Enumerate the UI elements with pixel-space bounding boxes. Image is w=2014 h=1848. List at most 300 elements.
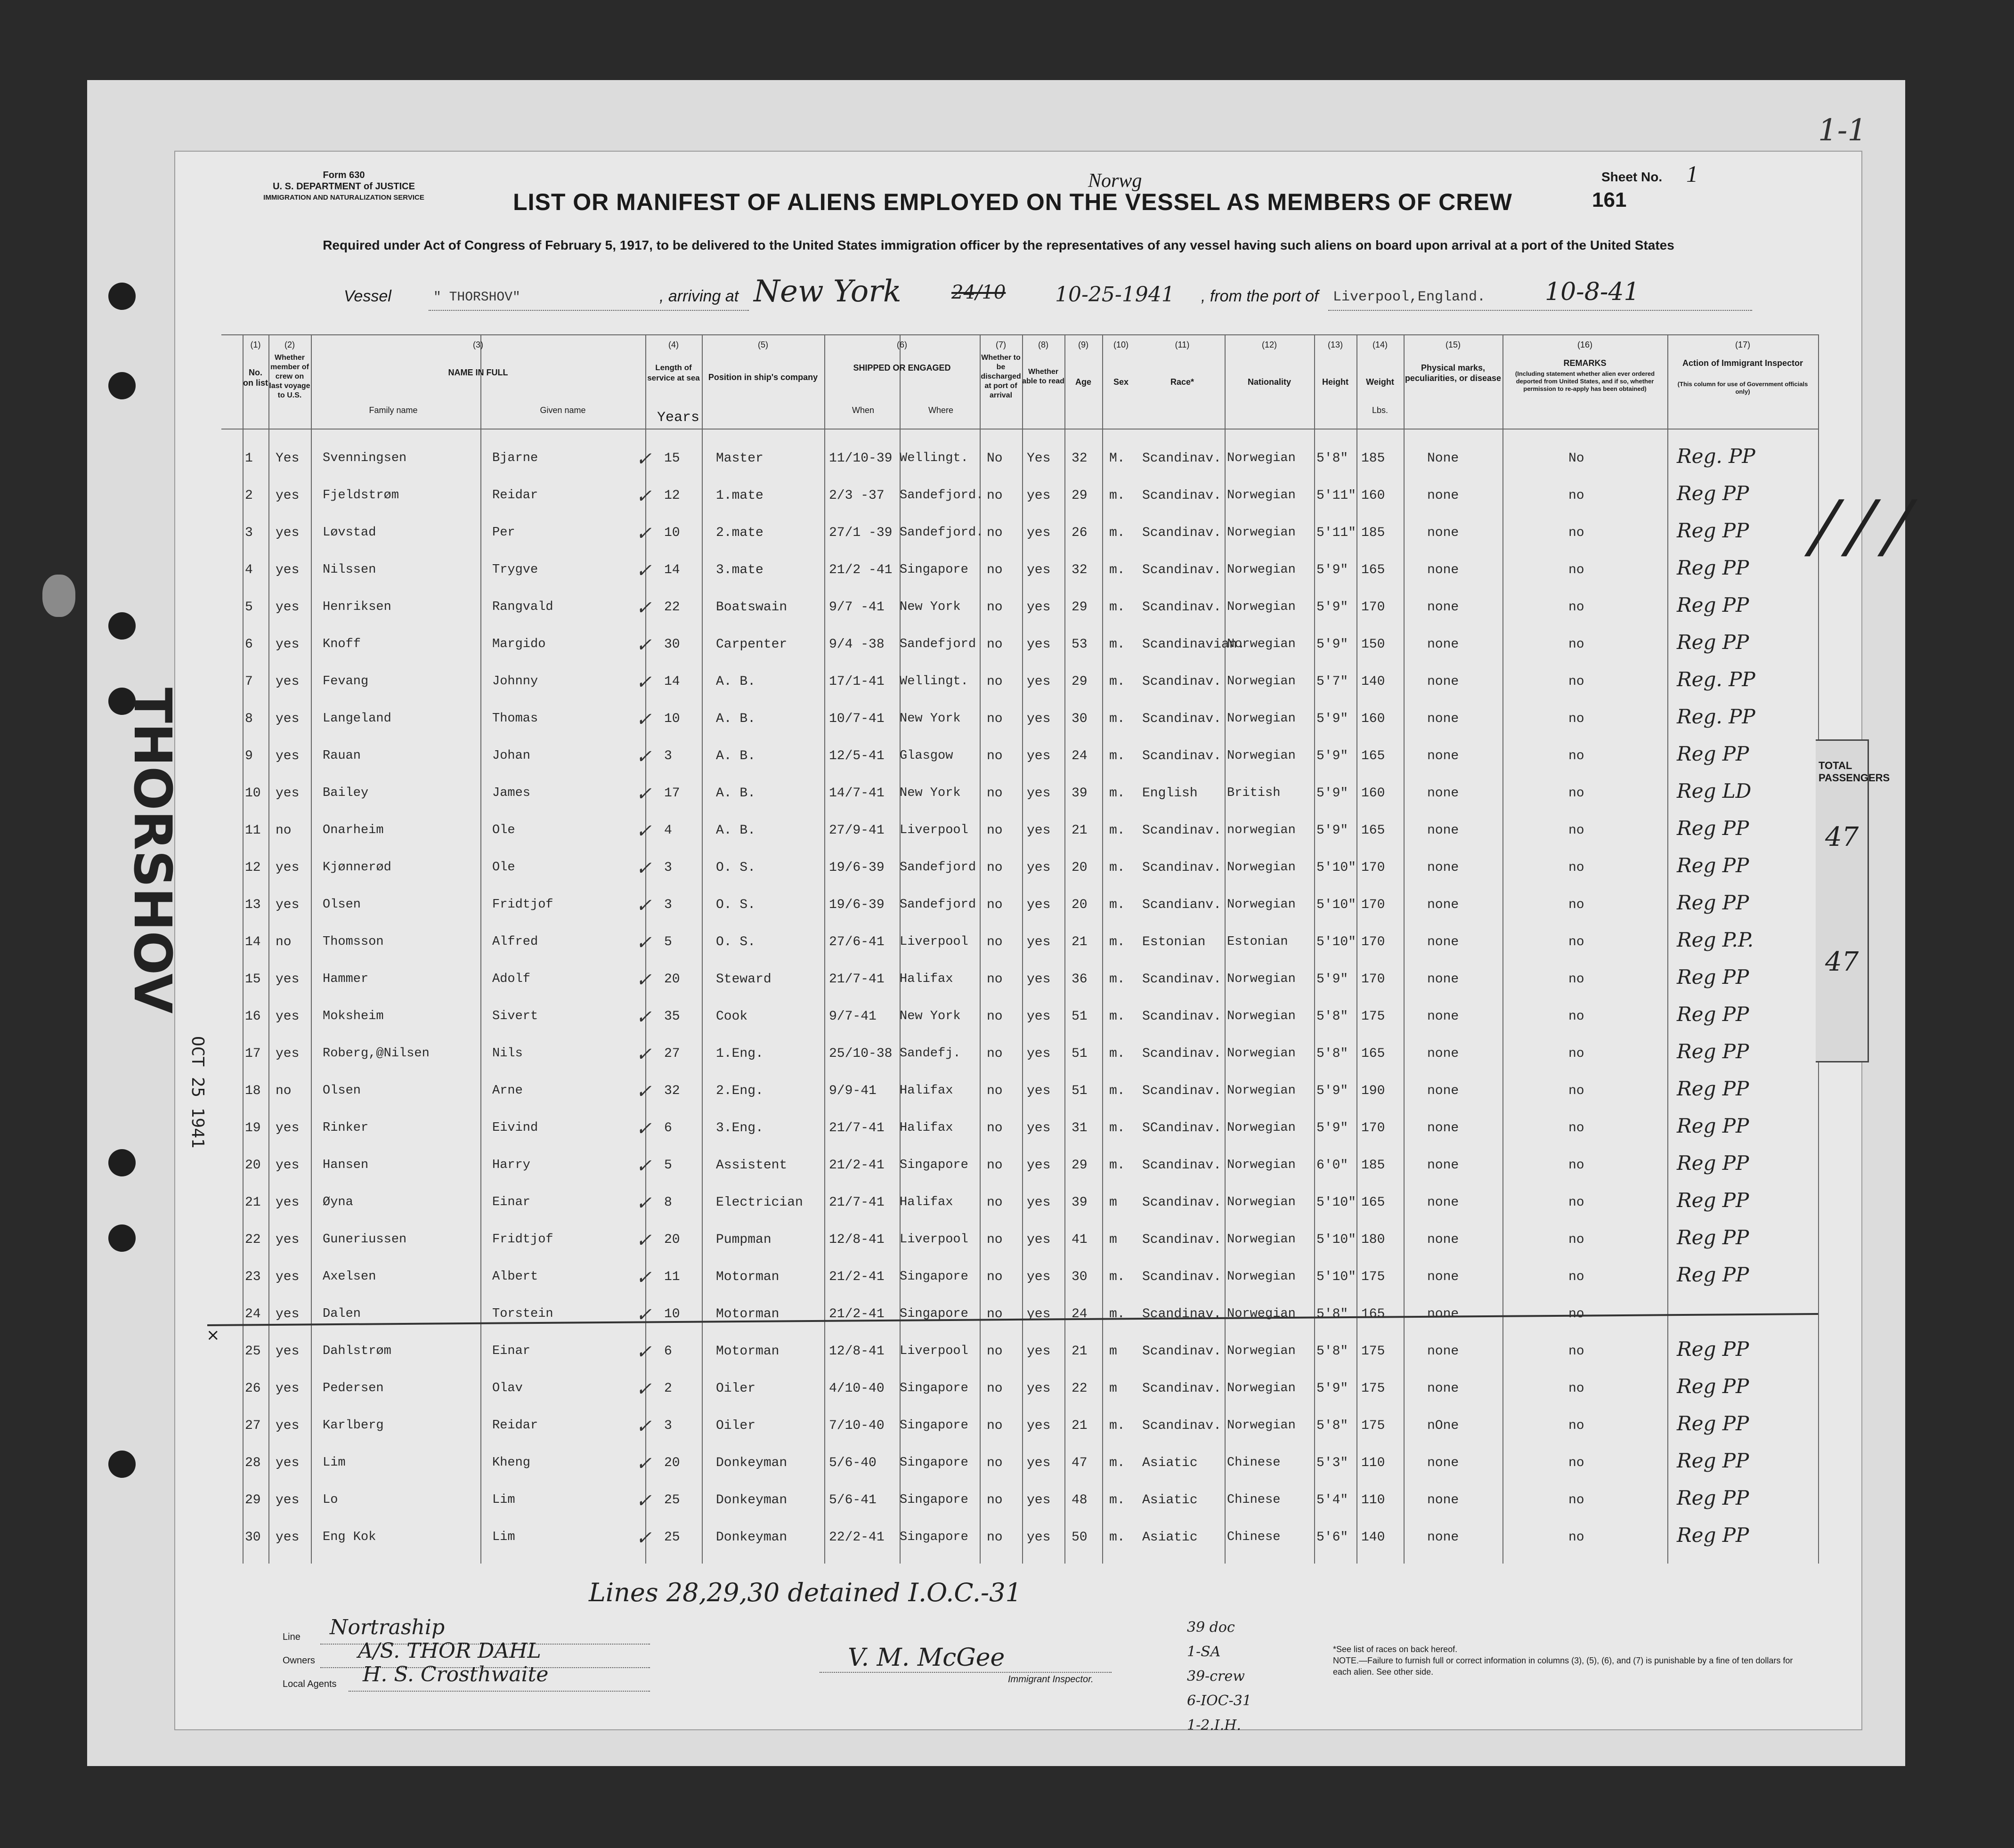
row-when: 12/8-41 <box>829 1232 885 1247</box>
row-weight: 175 <box>1361 1009 1385 1024</box>
row-marks: none <box>1427 1530 1459 1545</box>
row-where: Halifax <box>900 1121 953 1135</box>
check-mark-icon: ✓ <box>636 969 652 991</box>
row-family-name: Rinker <box>323 1121 369 1135</box>
row-age: 24 <box>1072 1307 1088 1321</box>
col-head-race: Race* <box>1170 377 1194 387</box>
check-mark-icon: ✓ <box>636 858 652 879</box>
row-position: O. S. <box>716 860 756 875</box>
row-weight: 160 <box>1361 712 1385 726</box>
row-discharged: no <box>987 823 1003 838</box>
row-when: 9/4 -38 <box>829 637 885 652</box>
row-marks: none <box>1427 1270 1459 1284</box>
row-discharged: no <box>987 1381 1003 1396</box>
row-sex: m. <box>1109 1307 1125 1321</box>
row-nationality: Norwegian <box>1227 1046 1296 1061</box>
row-weight: 175 <box>1361 1270 1385 1284</box>
row-age: 29 <box>1072 674 1088 689</box>
row-sex: m. <box>1109 1456 1125 1470</box>
agents-label: Local Agents <box>283 1679 337 1689</box>
row-action: Reg PP <box>1677 1114 1749 1137</box>
row-race: Scandinav. <box>1142 1195 1222 1210</box>
row-marks: none <box>1427 1307 1459 1321</box>
row-height: 5'8" <box>1316 1344 1348 1359</box>
row-read: yes <box>1027 600 1051 615</box>
row-read: yes <box>1027 1009 1051 1024</box>
row-nationality: British <box>1227 786 1281 800</box>
row-discharged: No <box>987 451 1003 466</box>
sheet-value: 1 <box>1686 161 1698 187</box>
check-mark-icon: ✓ <box>636 523 652 544</box>
row-last-voyage: yes <box>276 1530 300 1545</box>
row-weight: 170 <box>1361 600 1385 615</box>
form-number: Form 630 <box>323 170 365 180</box>
row-action: Reg PP <box>1677 1524 1749 1547</box>
row-service-years: 3 <box>664 898 672 912</box>
row-height: 5'7" <box>1316 674 1348 689</box>
row-marks: none <box>1427 1084 1459 1098</box>
row-sex: m. <box>1109 712 1125 726</box>
row-age: 39 <box>1072 786 1088 801</box>
row-remarks: no <box>1568 1456 1584 1470</box>
row-marks: none <box>1427 600 1459 615</box>
row-age: 20 <box>1072 860 1088 875</box>
row-where: Wellingt. <box>900 674 968 689</box>
table-row <box>221 592 1818 628</box>
row-weight: 165 <box>1361 1046 1385 1061</box>
row-read: yes <box>1027 1344 1051 1359</box>
from-port: Liverpool,England. <box>1333 289 1486 305</box>
check-mark-icon: ✓ <box>636 1527 652 1549</box>
col-num: (4) <box>668 340 679 349</box>
total-label: TOTAL PASSENGERS <box>1819 760 1890 784</box>
row-action: Reg PP <box>1677 631 1749 654</box>
row-position: Motorman <box>716 1344 780 1359</box>
row-height: 5'9" <box>1316 712 1348 726</box>
table-row <box>221 517 1818 554</box>
col-head-family: Family name <box>369 405 418 415</box>
row-age: 47 <box>1072 1456 1088 1470</box>
row-weight: 170 <box>1361 898 1385 912</box>
agents-underline <box>349 1691 650 1692</box>
arriving-port: New York <box>754 274 901 309</box>
row-service-years: 20 <box>664 1232 680 1247</box>
row-age: 51 <box>1072 1084 1088 1098</box>
row-sex: m. <box>1109 1121 1125 1135</box>
row-family-name: Rauan <box>323 749 361 763</box>
arriving-label: , arriving at <box>659 287 739 305</box>
row-given-name: Ole <box>492 823 515 837</box>
table-top-rule <box>221 334 1818 335</box>
row-given-name: Fridtjof <box>492 898 553 912</box>
col-num: (9) <box>1078 340 1088 349</box>
check-mark-icon: ✓ <box>636 1118 652 1140</box>
row-weight: 170 <box>1361 1121 1385 1135</box>
col-head-action: Action of Immigrant Inspector <box>1682 358 1803 368</box>
row-position: 1.mate <box>716 488 763 503</box>
row-given-name: Trygve <box>492 563 538 577</box>
row-read: yes <box>1027 898 1051 912</box>
row-weight: 165 <box>1361 749 1385 763</box>
row-given-name: Bjarne <box>492 451 538 465</box>
row-family-name: Lo <box>323 1493 338 1507</box>
row-discharged: no <box>987 526 1003 540</box>
row-sex: m. <box>1109 898 1125 912</box>
row-age: 30 <box>1072 712 1088 726</box>
table-row <box>221 1261 1818 1298</box>
row-nationality: Norwegian <box>1227 712 1296 726</box>
row-height: 5'8" <box>1316 1046 1348 1061</box>
line-value: Nortraship <box>330 1615 445 1639</box>
col-head-years: Years <box>657 410 700 426</box>
row-nationality: Norwegian <box>1227 451 1296 465</box>
row-race: Scandinav. <box>1142 563 1222 577</box>
row-race: Estonian <box>1142 935 1206 949</box>
row-age: 29 <box>1072 600 1088 615</box>
row-where: Singapore <box>900 1158 968 1172</box>
arrival-date: 10-25-1941 <box>1055 283 1175 307</box>
row-discharged: no <box>987 1009 1003 1024</box>
row-family-name: Nilssen <box>323 563 376 577</box>
vessel-name: " THORSHOV" <box>433 290 520 305</box>
row-where: Halifax <box>900 972 953 986</box>
row-no: 13 <box>245 898 261 912</box>
total-box <box>1816 739 1890 1062</box>
row-weight: 160 <box>1361 786 1385 801</box>
row-family-name: Eng Kok <box>323 1530 376 1544</box>
row-when: 19/6-39 <box>829 860 885 875</box>
table-row <box>221 666 1818 703</box>
row-discharged: no <box>987 1456 1003 1470</box>
row-position: 2.mate <box>716 526 763 540</box>
row-nationality: Norwegian <box>1227 637 1296 651</box>
row-family-name: Fevang <box>323 674 369 689</box>
row-nationality: Norwegian <box>1227 1344 1296 1358</box>
col-head-name: NAME IN FULL <box>448 368 508 377</box>
row-given-name: Thomas <box>492 712 538 726</box>
row-last-voyage: yes <box>276 600 300 615</box>
row-read: Yes <box>1027 451 1051 466</box>
col-head-when: When <box>852 405 875 415</box>
row-action: Reg PP <box>1677 1412 1749 1435</box>
row-where: New York <box>900 786 961 800</box>
row-family-name: Olsen <box>323 1084 361 1098</box>
row-no: 30 <box>245 1530 261 1545</box>
row-where: Halifax <box>900 1195 953 1209</box>
row-given-name: Nils <box>492 1046 523 1061</box>
row-weight: 180 <box>1361 1232 1385 1247</box>
row-position: Donkeyman <box>716 1456 788 1470</box>
row-action: Reg. PP <box>1677 445 1755 468</box>
table-row <box>221 703 1818 740</box>
inspector-label: Immigrant Inspector. <box>1008 1674 1094 1685</box>
row-weight: 175 <box>1361 1381 1385 1396</box>
row-where: Liverpool <box>900 823 968 837</box>
row-sex: m. <box>1109 674 1125 689</box>
row-where: Singapore <box>900 1307 968 1321</box>
row-position: Assistent <box>716 1158 788 1173</box>
vessel-line <box>339 274 1752 316</box>
row-height: 5'9" <box>1316 823 1348 838</box>
row-service-years: 22 <box>664 600 680 615</box>
check-mark-icon: ✓ <box>636 672 652 693</box>
from-date: 10-8-41 <box>1545 278 1640 306</box>
row-height: 5'9" <box>1316 600 1348 615</box>
row-when: 21/2-41 <box>829 1307 885 1321</box>
row-read: yes <box>1027 1046 1051 1061</box>
row-remarks: no <box>1568 1418 1584 1433</box>
row-position: Donkeyman <box>716 1530 788 1545</box>
row-weight: 170 <box>1361 972 1385 987</box>
table-row <box>221 889 1818 926</box>
row-no: 6 <box>245 637 253 652</box>
table-row <box>221 554 1818 591</box>
row-read: yes <box>1027 1418 1051 1433</box>
row-race: SCandinav. <box>1142 1121 1222 1135</box>
row-family-name: Dalen <box>323 1307 361 1321</box>
row-discharged: no <box>987 749 1003 763</box>
row-last-voyage: yes <box>276 1046 300 1061</box>
row-action: Reg PP <box>1677 1226 1749 1249</box>
row-remarks: no <box>1568 1009 1584 1024</box>
col-num: (17) <box>1735 340 1750 349</box>
row-read: yes <box>1027 1493 1051 1508</box>
row-no: 9 <box>245 749 253 763</box>
row-action: Reg PP <box>1677 556 1749 579</box>
row-service-years: 27 <box>664 1046 680 1061</box>
row-nationality: Norwegian <box>1227 1195 1296 1209</box>
row-when: 10/7-41 <box>829 712 885 726</box>
row-read: yes <box>1027 1084 1051 1098</box>
row-nationality: Norwegian <box>1227 972 1296 986</box>
row-age: 30 <box>1072 1270 1088 1284</box>
row-position: 3.mate <box>716 563 763 577</box>
row-remarks: no <box>1568 1195 1584 1210</box>
check-mark-icon: ✓ <box>636 709 652 730</box>
row-given-name: Eivind <box>492 1121 538 1135</box>
row-action: Reg. PP <box>1677 705 1755 728</box>
row-race: Asiatic <box>1142 1456 1198 1470</box>
row-discharged: no <box>987 1307 1003 1321</box>
row-nationality: Norwegian <box>1227 1158 1296 1172</box>
row-discharged: no <box>987 1232 1003 1247</box>
row-action: Reg. PP <box>1677 668 1755 691</box>
row-read: yes <box>1027 1232 1051 1247</box>
row-where: Wellingt. <box>900 451 968 465</box>
row-when: 7/10-40 <box>829 1418 885 1433</box>
row-where: Sandefjord <box>900 898 976 912</box>
row-given-name: Albert <box>492 1270 538 1284</box>
row-remarks: no <box>1568 1084 1584 1098</box>
row-where: New York <box>900 600 961 614</box>
row-height: 5'3" <box>1316 1456 1348 1470</box>
row-age: 39 <box>1072 1195 1088 1210</box>
total-a: 47 <box>1825 822 1859 852</box>
table-row <box>221 1522 1818 1558</box>
row-position: Oiler <box>716 1381 756 1396</box>
col-num: (13) <box>1327 340 1343 349</box>
row-discharged: no <box>987 488 1003 503</box>
table-row <box>221 1038 1818 1075</box>
tally-line: 6-IOC-31 <box>1187 1693 1251 1709</box>
check-mark-icon: ✓ <box>636 1378 652 1400</box>
row-when: 21/2-41 <box>829 1270 885 1284</box>
row-position: Electrician <box>716 1195 803 1210</box>
row-family-name: Hansen <box>323 1158 369 1172</box>
col-head-discharged: Whether to be discharged at port of arrival <box>981 354 1021 399</box>
row-where: Sandefjord <box>900 860 976 875</box>
row-marks: none <box>1427 712 1459 726</box>
row-sex: m. <box>1109 563 1125 577</box>
tally-note <box>1187 1615 1251 1738</box>
row-action: Reg PP <box>1677 482 1749 505</box>
row-sex: M. <box>1109 451 1125 466</box>
row-height: 5'8" <box>1316 451 1348 466</box>
row-action: Reg PP <box>1677 1151 1749 1175</box>
inspector-underline <box>820 1672 1112 1673</box>
row-marks: none <box>1427 1009 1459 1024</box>
check-mark-icon: ✓ <box>636 1155 652 1177</box>
row-marks: none <box>1427 1158 1459 1173</box>
row-service-years: 20 <box>664 1456 680 1470</box>
row-height: 5'10" <box>1316 1232 1356 1247</box>
row-no: 25 <box>245 1344 261 1359</box>
col-num: (5) <box>758 340 768 349</box>
row-discharged: no <box>987 1084 1003 1098</box>
row-when: 27/1 -39 <box>829 526 893 540</box>
row-action: Reg PP <box>1677 519 1749 542</box>
row-when: 21/7-41 <box>829 972 885 987</box>
check-mark-icon: ✓ <box>636 634 652 656</box>
row-remarks: no <box>1568 860 1584 875</box>
row-discharged: no <box>987 786 1003 801</box>
row-last-voyage: yes <box>276 488 300 503</box>
tally-marks: ⁄ ⁄ ⁄ <box>1818 485 1904 573</box>
row-position: Pumpman <box>716 1232 771 1247</box>
smudge-mark <box>42 575 75 617</box>
col-head-age: Age <box>1075 377 1091 387</box>
row-remarks: no <box>1568 563 1584 577</box>
row-weight: 175 <box>1361 1344 1385 1359</box>
row-no: 26 <box>245 1381 261 1396</box>
row-where: Sandefj. <box>900 1046 961 1061</box>
table-row <box>221 1001 1818 1037</box>
col-num: (2) <box>284 340 295 349</box>
owners-value: A/S. THOR DAHL <box>358 1639 541 1663</box>
row-discharged: no <box>987 1195 1003 1210</box>
row-family-name: Hammer <box>323 972 369 986</box>
row-position: Steward <box>716 972 771 987</box>
check-mark-icon: ✓ <box>636 1006 652 1028</box>
row-when: 21/7-41 <box>829 1121 885 1135</box>
row-sex: m. <box>1109 823 1125 838</box>
total-b: 47 <box>1825 947 1859 977</box>
row-last-voyage: no <box>276 935 292 949</box>
row-discharged: no <box>987 1493 1003 1508</box>
col-head-nationality: Nationality <box>1247 377 1291 387</box>
table-row <box>221 852 1818 889</box>
row-marks: none <box>1427 488 1459 503</box>
row-last-voyage: yes <box>276 1381 300 1396</box>
row-height: 5'8" <box>1316 1009 1348 1024</box>
row-race: Asiatic <box>1142 1530 1198 1545</box>
row-action: Reg PP <box>1677 742 1749 765</box>
row-given-name: Arne <box>492 1084 523 1098</box>
row-height: 5'4" <box>1316 1493 1348 1508</box>
row-when: 9/7 -41 <box>829 600 885 615</box>
row-race: Scandinav. <box>1142 712 1222 726</box>
row-last-voyage: yes <box>276 1232 300 1247</box>
row-where: Sandefjord <box>900 637 976 651</box>
date-stamp: OCT 25 1941 <box>188 1036 207 1149</box>
row-given-name: Margido <box>492 637 546 651</box>
row-given-name: Einar <box>492 1195 531 1209</box>
row-sex: m. <box>1109 1530 1125 1545</box>
row-where: Singapore <box>900 1493 968 1507</box>
row-position: A. B. <box>716 749 756 763</box>
row-read: yes <box>1027 1530 1051 1545</box>
row-when: 5/6-41 <box>829 1493 877 1508</box>
row-read: yes <box>1027 1270 1051 1284</box>
row-height: 5'9" <box>1316 1121 1348 1135</box>
check-mark-icon: ✓ <box>636 1267 652 1289</box>
row-when: 11/10-39 <box>829 451 893 466</box>
struck-date: 24/10 <box>951 282 1006 303</box>
row-family-name: Roberg,@Nilsen <box>323 1046 430 1061</box>
row-height: 5'6" <box>1316 1530 1348 1545</box>
row-when: 2/3 -37 <box>829 488 885 503</box>
row-where: Singapore <box>900 1418 968 1433</box>
row-race: Scandinav. <box>1142 1009 1222 1024</box>
row-discharged: no <box>987 1344 1003 1359</box>
row-marks: none <box>1427 935 1459 949</box>
row-age: 32 <box>1072 563 1088 577</box>
from-label: , from the port of <box>1201 287 1319 305</box>
row-height: 5'11" <box>1316 488 1356 503</box>
row-race: Scandinav. <box>1142 823 1222 838</box>
row-last-voyage: yes <box>276 1418 300 1433</box>
ship-stamp <box>126 688 179 749</box>
col-head-read: Whether able to read <box>1022 368 1064 385</box>
row-no: 16 <box>245 1009 261 1024</box>
check-mark-icon: ✓ <box>636 448 652 470</box>
row-race: Scandinav. <box>1142 1270 1222 1284</box>
row-last-voyage: yes <box>276 1121 300 1135</box>
row-where: New York <box>900 1009 961 1023</box>
row-when: 21/2-41 <box>829 1158 885 1173</box>
row-given-name: Lim <box>492 1493 515 1507</box>
row-nationality: Norwegian <box>1227 860 1296 875</box>
row-service-years: 4 <box>664 823 672 838</box>
manifest-subtitle: Required under Act of Congress of February 5, 1917, to be delivered to the United States immigration officer by the representatives of any vessel having such aliens on board upon arrival at a port of the United States <box>323 238 1674 252</box>
row-discharged: no <box>987 712 1003 726</box>
row-no: 14 <box>245 935 261 949</box>
row-position: O. S. <box>716 898 756 912</box>
row-service-years: 3 <box>664 1418 672 1433</box>
row-read: yes <box>1027 749 1051 763</box>
col-num: (7) <box>996 340 1006 349</box>
row-no: 24 <box>245 1307 261 1321</box>
row-read: yes <box>1027 674 1051 689</box>
row-sex: m. <box>1109 749 1125 763</box>
row-height: 5'9" <box>1316 749 1348 763</box>
row-age: 41 <box>1072 1232 1088 1247</box>
row-discharged: no <box>987 1158 1003 1173</box>
row-remarks: no <box>1568 1158 1584 1173</box>
row-service-years: 11 <box>664 1270 680 1284</box>
row-weight: 165 <box>1361 563 1385 577</box>
row-where: Liverpool <box>900 1232 968 1247</box>
